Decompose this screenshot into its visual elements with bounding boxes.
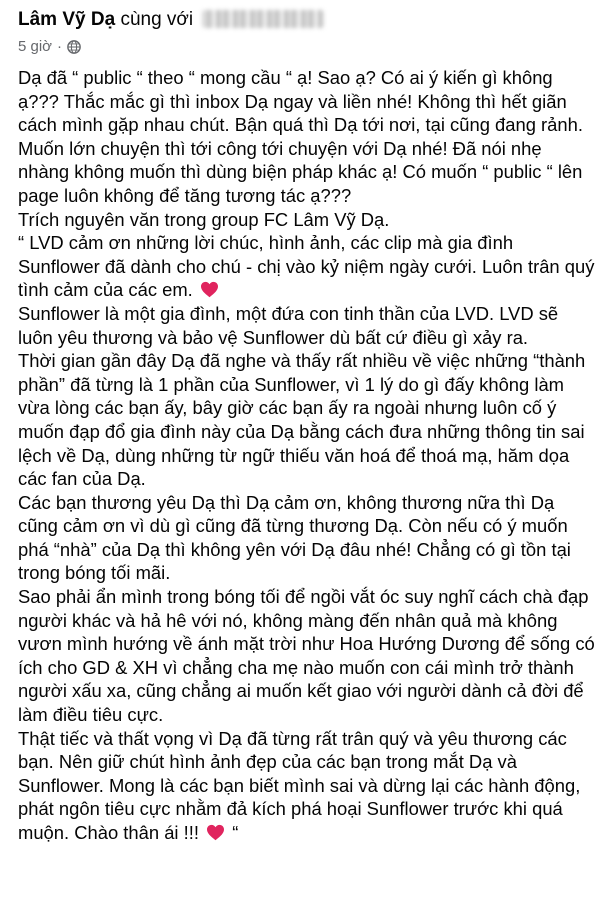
globe-icon[interactable] (67, 40, 81, 54)
meta-separator: · (57, 38, 63, 55)
heart-icon (200, 281, 219, 298)
post-header (12, 6, 588, 58)
tagged-user-blurred[interactable] (202, 10, 324, 28)
author-name[interactable]: Lâm Vỹ Dạ (18, 9, 116, 30)
heart-icon (206, 824, 225, 841)
post-text-end: “ (232, 822, 239, 843)
author-line (18, 8, 324, 32)
post-meta (18, 38, 81, 55)
post-body (18, 66, 596, 845)
post-text-part1: Dạ đã “ public “ theo “ mong cầu “ ạ! Sao ạ? Có ai ý kiến gì không ạ??? Thắc mắc gì thì inbox Dạ ngay và liền nhé! Không thì hết giãn cách mình gặp nhau chút. Bận quá thì Dạ tới nơi, tại cũng đang rảnh. Muốn lớn chuyện thì tới công tới chuyện với Dạ nhé! Đã nói nhẹ nhàng không muốn thì dùng biện pháp khác ạ! Có muốn “ public “ lên page luôn không để tăng tương tác ạ??? Trích nguyên văn trong group FC Lâm Vỹ Dạ. “ LVD cảm ơn những lời chúc, hình ảnh, các clip mà gia đình Sunflower đã dành cho chú - chị vào kỷ niệm ngày cưới. Luôn trân quý tình cảm của các em. (18, 67, 595, 301)
post-time[interactable]: 5 giờ (18, 38, 53, 55)
with-text: cùng với (120, 9, 194, 30)
post-text-part2: Sunflower là một gia đình, một đứa con tinh thần của LVD. LVD sẽ luôn yêu thương và bảo vệ Sunflower dù bất cứ điều gì xảy ra. Thời gian gần đây Dạ đã nghe và thấy rất nhiều về việc những “thành phần” đã từng là 1 phần của Sunflower, vì 1 lý do gì đấy không làm vừa lòng các bạn ấy, bây giờ các bạn ấy ra ngoài nhưng luôn cố ý muốn đạp đổ gia đình này của Dạ bằng cách đưa những thông tin sai lệch về Dạ, dùng những từ ngữ thiếu văn hoá để thoá mạ, hăm dọa các fan của Dạ. Các bạn thương yêu Dạ thì Dạ cảm ơn, không thương nữa thì Dạ cũng cảm ơn vì dù gì cũng đã từng thương Dạ. Còn nếu có ý muốn phá “nhà” của Dạ thì không yên với Dạ đâu nhé! Chẳng có gì tồn tại trong bóng tối mãi. Sao phải ẩn mình trong bóng tối để ngồi vắt óc suy nghĩ cách chà đạp người khác và hả hê với nó, không màng đến nhân quả mà không vươn mình hướng về ánh mặt trời như Hoa Hướng Dương để sống có ích cho GD & XH vì chẳng cha mẹ nào muốn con cái mình trở thành người xấu xa, cũng chẳng ai muốn kết giao với người dành cả đời để làm điều tiêu cực. Thật tiếc và thất vọng vì Dạ đã từng rất trân quý và yêu thương các bạn. Nên giữ chút hình ảnh đẹp của các bạn trong mắt Dạ và Sunflower. Mong là các bạn biết mình sai và dừng lại các hành động, phát ngôn tiêu cực nhằm đả kích phá hoại Sunflower trước khi quá muộn. Chào thân ái !!! (18, 302, 595, 843)
